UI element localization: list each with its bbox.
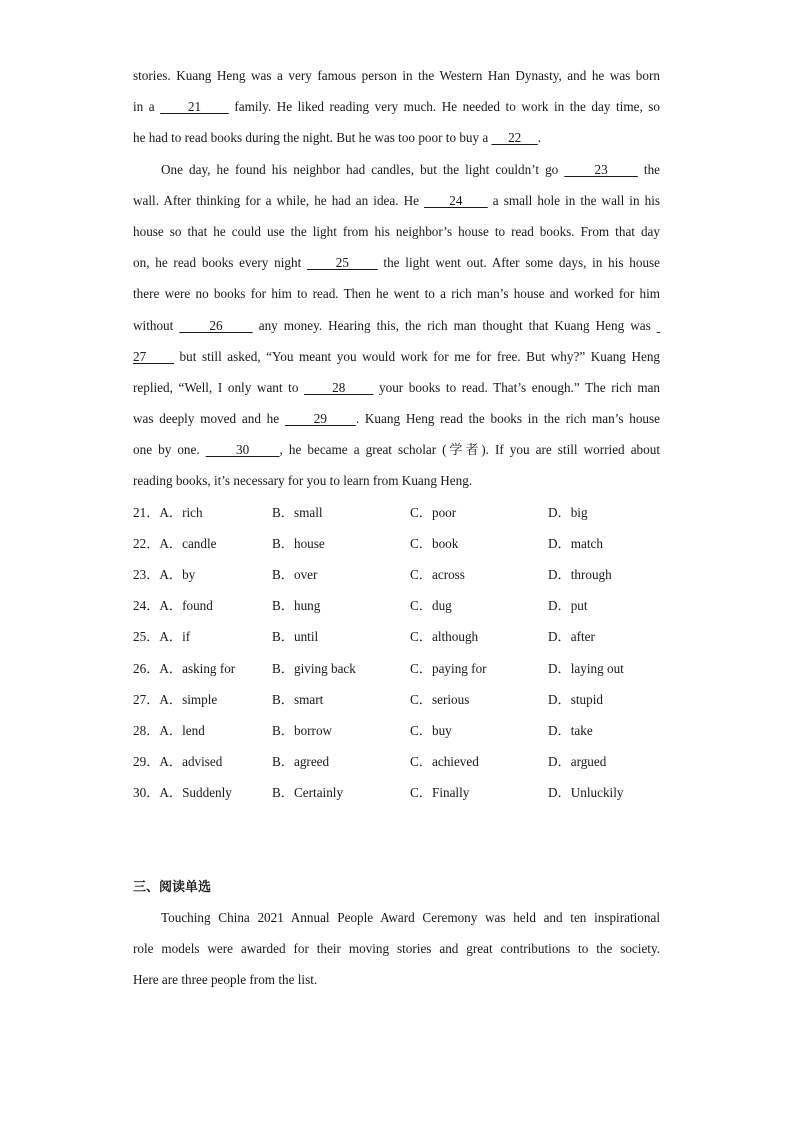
option-a: [133, 746, 222, 777]
option-c: C．achieved: [410, 754, 479, 770]
option-a: [133, 559, 195, 590]
passage-line: [133, 372, 660, 403]
text-span: on, he read books every night: [133, 255, 302, 271]
question-row: [133, 715, 660, 746]
question-row: [133, 621, 660, 652]
blank-25: 25: [307, 255, 378, 271]
blank-24: 24: [424, 192, 488, 208]
option-d: D．stupid: [548, 691, 603, 707]
option-b: B．borrow: [272, 722, 333, 738]
passage-line: [133, 341, 660, 372]
option-d: D．take: [548, 722, 593, 738]
question-number: 30．: [133, 785, 160, 801]
question-number: 29．: [133, 754, 160, 770]
text-span: any money. Hearing this, the rich man thought that Kuang Heng was: [258, 317, 651, 333]
option-b: B．house: [272, 535, 325, 551]
text-span: he had to read books during the night. But he was too poor to buy a: [133, 130, 489, 146]
option-b: B．hung: [272, 598, 321, 614]
option-a-text: A．rich: [159, 504, 203, 520]
intro-line: Here are three people from the list.: [133, 972, 318, 988]
passage-line: [133, 434, 660, 465]
option-c: C．buy: [410, 722, 452, 738]
blank-27: 27: [133, 348, 174, 364]
question-row: [133, 777, 660, 808]
question-number: 28．: [133, 722, 160, 738]
option-b: B．over: [272, 567, 318, 582]
option-a-text: A．found: [159, 598, 213, 614]
option-d: D．laying out: [548, 660, 624, 676]
passage-line: house so that he could use the light from his neighbor’s house to read books. From that day: [133, 223, 660, 239]
option-a: [133, 621, 190, 652]
option-d: D．after: [548, 629, 595, 645]
option-a: [133, 715, 205, 746]
option-a-text: A．lend: [159, 722, 205, 738]
option-b: B．giving back: [272, 660, 356, 676]
option-b: B．Certainly: [272, 785, 344, 801]
option-a: [133, 497, 203, 528]
option-a-text: A．simple: [159, 691, 218, 707]
option-b: B．smart: [272, 691, 324, 707]
option-c: C．Finally: [410, 785, 470, 801]
blank-23: 23: [564, 161, 638, 177]
option-a: [133, 528, 217, 559]
passage-line: [133, 185, 660, 216]
option-c: C．paying for: [410, 660, 487, 676]
text-span: but still asked, “You meant you would work for me for free. But why?” Kuang Heng: [179, 348, 661, 364]
option-a-text: A．Suddenly: [159, 785, 232, 801]
question-number: 27．: [133, 691, 160, 707]
question-row: [133, 497, 660, 528]
passage-line: [133, 247, 660, 278]
question-row: [133, 528, 660, 559]
text-span: a small hole in the wall in his: [492, 192, 661, 208]
blank-28: 28: [304, 379, 374, 395]
question-row: [133, 653, 660, 684]
blank-29: 29: [284, 411, 356, 427]
text-span: was deeply moved and he: [133, 411, 280, 427]
option-c: C．dug: [410, 598, 452, 614]
option-d: D．Unluckily: [548, 785, 624, 801]
text-span: wall. After thinking for a while, he had an idea. He: [133, 192, 419, 208]
section-heading: 三、阅读单选: [133, 880, 212, 895]
option-b: B．agreed: [272, 754, 330, 770]
question-list: [133, 497, 660, 809]
option-c: C．book: [410, 535, 459, 551]
question-number: 21．: [133, 504, 160, 520]
text-span: .: [537, 130, 542, 146]
question-number: 25．: [133, 629, 160, 645]
text-span: in a: [133, 99, 155, 115]
reading-intro: [133, 902, 660, 996]
question-row: [133, 746, 660, 777]
blank-22: 22: [491, 130, 538, 146]
passage-line: [133, 403, 660, 434]
option-a-text: A．by: [159, 567, 196, 582]
text-span: One day, he found his neighbor had candles, but the light couldn’t go: [161, 161, 559, 177]
option-c: C．although: [410, 629, 479, 645]
cloze-passage: [133, 60, 660, 809]
option-b: B．until: [272, 629, 319, 645]
option-a: [133, 590, 213, 621]
option-d: D．match: [548, 535, 603, 551]
blank-27-start: [657, 318, 660, 333]
passage-line: [133, 154, 660, 185]
blank-21: 21: [160, 99, 229, 115]
text-span: , he became a great scholar (学者). If you are still worried about: [279, 442, 661, 458]
question-number: 22．: [133, 535, 160, 551]
question-row: [133, 590, 660, 621]
text-span: family. He liked reading very much. He needed to work in the day time, so: [234, 99, 660, 115]
option-a: [133, 777, 232, 808]
option-d: D．through: [548, 567, 612, 582]
option-a-text: A．asking for: [159, 660, 236, 676]
option-c: C．serious: [410, 691, 470, 707]
passage-line: [133, 310, 660, 341]
question-number: 24．: [133, 598, 160, 614]
passage-line: there were no books for him to read. Then he went to a rich man’s house and worked for him: [133, 286, 660, 302]
passage-line: stories. Kuang Heng was a very famous person in the Western Han Dynasty, and he was born: [133, 68, 660, 83]
option-a: [133, 653, 235, 684]
passage-line: [133, 122, 660, 153]
question-number: 23．: [133, 567, 160, 582]
intro-line: Touching China 2021 Annual People Award Ceremony was held and ten inspirational: [161, 910, 660, 925]
option-b: B．small: [272, 504, 323, 520]
option-c: C．poor: [410, 504, 457, 520]
passage-line: [133, 91, 660, 122]
text-span: your books to read. That’s enough.” The rich man: [379, 379, 661, 395]
option-c: C．across: [410, 567, 465, 582]
passage-line: reading books, it’s necessary for you to learn from Kuang Heng.: [133, 473, 473, 489]
option-d: D．argued: [548, 754, 607, 770]
option-a-text: A．candle: [159, 535, 217, 551]
option-a: [133, 684, 217, 715]
blank-30: 30: [205, 442, 280, 458]
text-span: replied, “Well, I only want to: [133, 379, 299, 395]
option-d: D．put: [548, 598, 588, 614]
text-span: the: [643, 161, 661, 177]
text-span: one by one.: [133, 442, 200, 458]
question-row: [133, 559, 660, 590]
text-span: . Kuang Heng read the books in the rich man’s house: [355, 411, 661, 427]
option-d: D．big: [548, 504, 588, 520]
text-span: the light went out. After some days, in his house: [383, 255, 661, 271]
blank-26: 26: [179, 317, 253, 333]
option-a-text: A．advised: [159, 754, 223, 770]
question-row: [133, 684, 660, 715]
question-number: 26．: [133, 660, 160, 676]
intro-line: role models were awarded for their moving stories and great contributions to the society.: [133, 941, 660, 957]
option-a-text: A．if: [159, 629, 191, 645]
text-span: without: [133, 317, 174, 333]
